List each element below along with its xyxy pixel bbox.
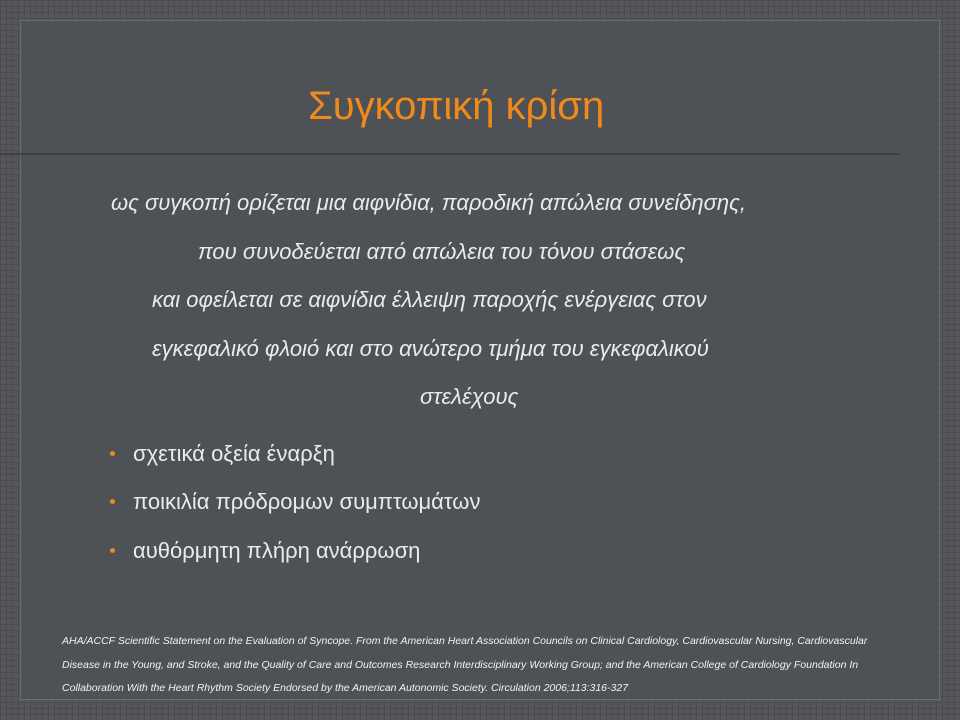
bullet-dot-icon xyxy=(110,548,115,553)
bullet-text: ποικιλία πρόδρομων συμπτωμάτων xyxy=(133,489,481,514)
definition-line-2: που συνοδεύεται από απώλεια του τόνου στάσεως xyxy=(198,239,686,264)
title-divider xyxy=(0,153,900,155)
definition-line-1: ως συγκοπή ορίζεται μια αιφνίδια, παροδική απώλεια συνείδησης, xyxy=(111,190,746,215)
bullet-item xyxy=(110,538,420,564)
definition-line-4: εγκεφαλικό φλοιό και στο ανώτερο τμήμα του εγκεφαλικού xyxy=(152,336,709,361)
bullet-text: αυθόρμητη πλήρη ανάρρωση xyxy=(133,538,421,563)
definition-line-5: στελέχους xyxy=(420,384,519,409)
reference-line-3: Collaboration With the Heart Rhythm Society Endorsed by the American Autonomic Society. Circulation 2006;113:316-327 xyxy=(62,682,629,694)
reference-line-1: AHA/ACCF Scientific Statement on the Evaluation of Syncope. From the American Heart Association Councils on Clinical Cardiology, Cardiovascular Nursing, Cardiovascular xyxy=(62,635,868,647)
bullet-dot-icon xyxy=(110,499,115,504)
bullet-item xyxy=(110,489,480,515)
bullet-dot-icon xyxy=(110,451,115,456)
definition-line-3: και οφείλεται σε αιφνίδια έλλειψη παροχής ενέργειας στον xyxy=(152,287,707,312)
bullet-item xyxy=(110,441,335,467)
bullet-text: σχετικά οξεία έναρξη xyxy=(133,441,335,466)
slide-title: Συγκοπική κρίση xyxy=(308,84,605,128)
reference-line-2: Disease in the Young, and Stroke, and the Quality of Care and Outcomes Research Interdisciplinary Working Group; and the American College of Cardiology Foundation In xyxy=(62,659,859,671)
